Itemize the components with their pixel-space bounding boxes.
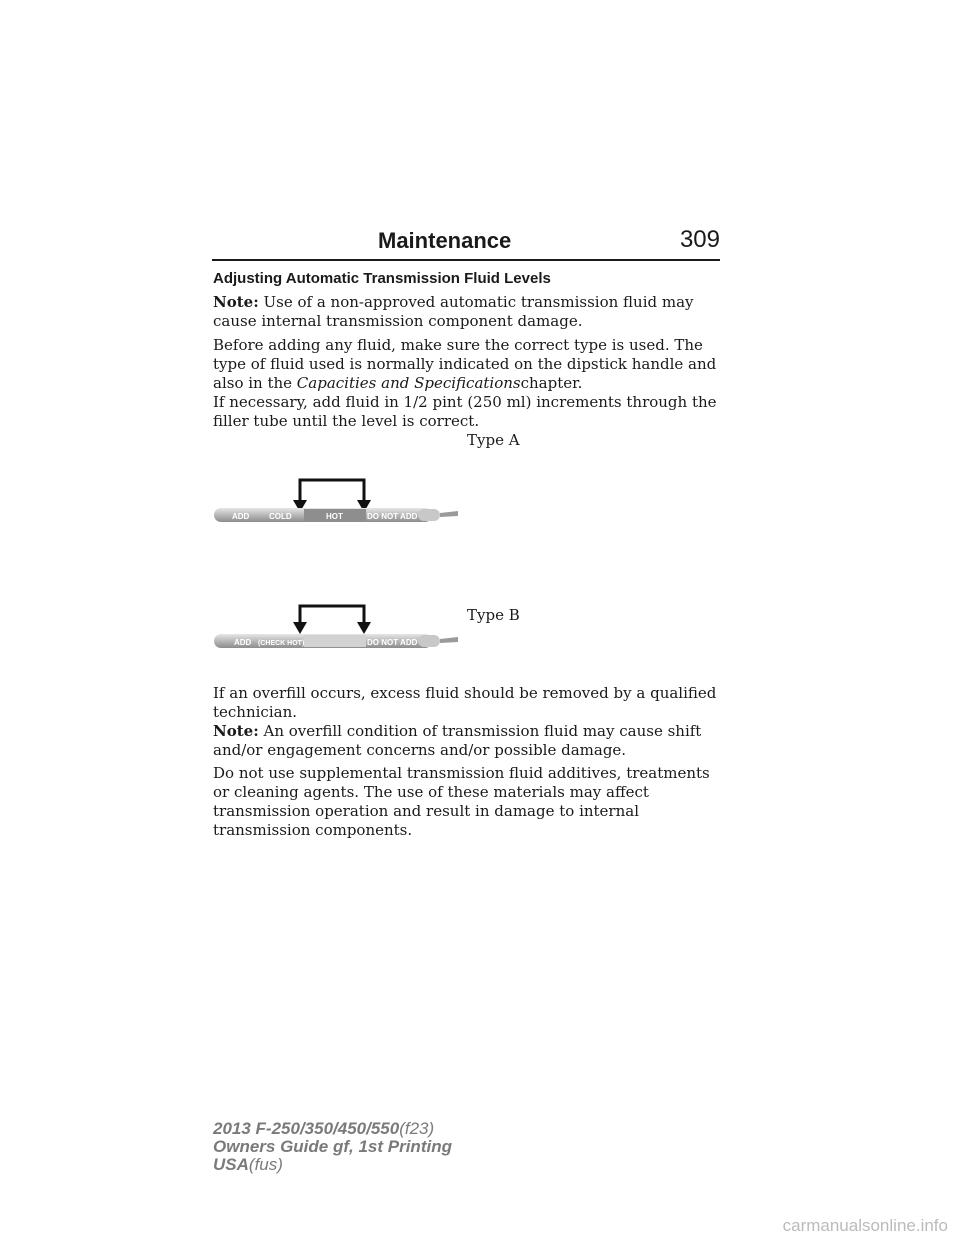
footer-model-code: (f23) [399,1119,435,1138]
dipstick-end [440,637,458,643]
marking-do-not-add: DO NOT ADD [367,638,418,647]
watermark: carmanualsonline.info [782,1216,948,1235]
paragraph-add-fluid: If necessary, add fluid in 1/2 pint (250 ml) increments through the filler tube until the level is correct. [213,393,717,430]
note-label: Note: [213,722,259,740]
dipstick-type-b-label: Type B [467,606,520,624]
note-paragraph-2 [213,722,723,760]
dipstick-type-b-diagram [212,600,462,656]
arrow-down-icon [357,622,371,634]
check-zone-hatch [304,635,366,647]
paragraph-fluid-type [213,336,723,393]
paragraph-text: Before adding any fluid, make sure the correct type is used. The type of fluid used is normally indicated on the dipstick handle and also in the [213,336,717,392]
page-title: Maintenance [378,228,512,253]
arrow-down-icon [293,622,307,634]
paragraph-text-end: chapter. [520,374,583,392]
footer-line-2: Owners Guide gf, 1st Printing [213,1137,452,1156]
marking-hot: HOT [326,512,343,521]
marking-add: ADD [234,638,252,647]
bracket-line [300,606,364,624]
dipstick-end [440,511,458,517]
page-number: 309 [679,226,720,253]
marking-cold: COLD [269,512,292,521]
footer-model: 2013 F-250/350/450/550 [213,1119,400,1138]
note-paragraph-1 [213,293,723,331]
paragraph-overfill: If an overfill occurs, excess fluid should be removed by a qualified technician. [213,684,717,721]
note-text: Use of a non-approved automatic transmission fluid may cause internal transmission component damage. [213,293,694,330]
section-heading: Adjusting Automatic Transmission Fluid Levels [213,270,551,287]
marking-add: ADD [232,512,250,521]
chapter-reference: Capacities and Specifications [296,374,521,392]
bracket-line [300,480,364,502]
marking-check-hot: (CHECK HOT) [258,640,305,647]
footer-line-1 [213,1120,452,1138]
header-rule [212,259,720,261]
marking-do-not-add: DO NOT ADD [367,512,418,521]
dipstick-tip [418,509,440,521]
dipstick-type-a-diagram [212,472,462,532]
footer-line-3 [213,1156,452,1174]
dipstick-type-a-label: Type A [467,431,520,449]
note-label: Note: [213,293,259,311]
dipstick-tip [418,635,440,647]
footer-market: USA [213,1155,249,1174]
paragraph-additives: Do not use supplemental transmission fluid additives, treatments or cleaning agents. The use of these materials may affect transmission operation and result in damage to internal transmission components. [213,764,710,839]
footer-market-code: (fus) [248,1155,283,1174]
note-text: An overfill condition of transmission fluid may cause shift and/or engagement concerns and/or possible damage. [213,722,702,759]
footer [213,1120,452,1174]
